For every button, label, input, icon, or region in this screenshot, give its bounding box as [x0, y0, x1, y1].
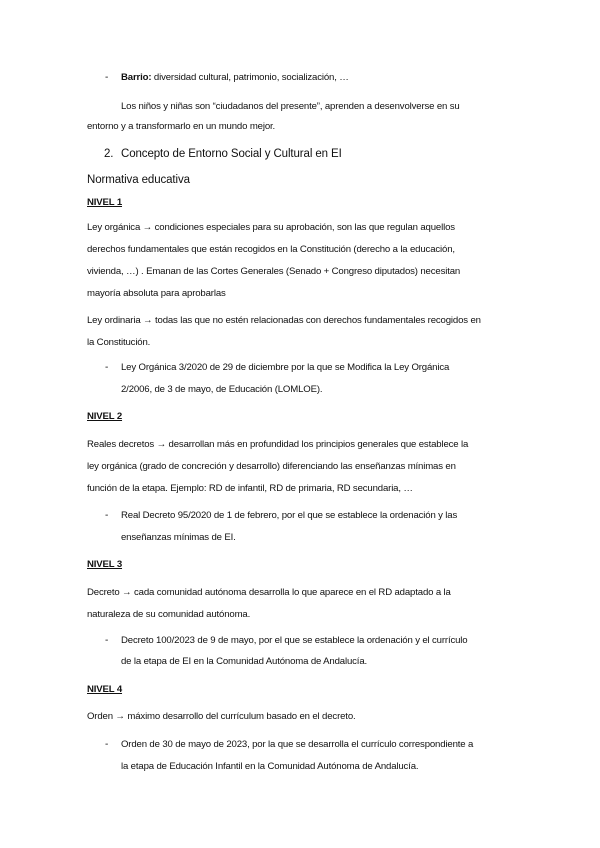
nivel3-bullet-line-1: Decreto 100/2023 de 9 de mayo, por el que se establece la ordenación y el currículo — [121, 635, 468, 646]
intro-line-2: entorno y a transformarlo en un mundo mejor. — [87, 121, 276, 132]
bullet-dash: - — [105, 510, 109, 521]
nivel3-text-line-2: naturaleza de su comunidad autónoma. — [87, 609, 251, 620]
nivel1-bullet-line-2: 2/2006, de 3 de mayo, de Educación (LOMLOE). — [121, 384, 323, 395]
bullet-dash: - — [105, 635, 109, 646]
nivel2-heading: NIVEL 2 — [87, 411, 123, 422]
bullet-dash: - — [105, 362, 109, 373]
nivel2-text-line-3: función de la etapa. Ejemplo: RD de infantil, RD de primaria, RD secundaria, … — [87, 483, 413, 494]
nivel1-heading: NIVEL 1 — [87, 197, 123, 208]
nivel4-bullet-line-1: Orden de 30 de mayo de 2023, por la que se desarrolla el currículo correspondiente a — [121, 739, 474, 750]
nivel1-bullet-line-1: Ley Orgánica 3/2020 de 29 de diciembre por la que se Modifica la Ley Orgánica — [121, 362, 450, 373]
bullet-barrio-label: Barrio: — [121, 72, 152, 83]
nivel2-bullet-line-2: enseñanzas mínimas de EI. — [121, 532, 236, 543]
nivel1-organica-line-2: derechos fundamentales que están recogidos en la Constitución (derecho a la educación, — [87, 244, 455, 255]
nivel2-text-line-2: ley orgánica (grado de concreción y desarrollo) diferenciando las enseñanzas mínimas en — [87, 461, 456, 472]
nivel1-organica-line-3: vivienda, …) . Emanan de las Cortes Generales (Senado + Congreso diputados) necesitan — [87, 266, 461, 277]
nivel1-ordinaria-line-2: la Constitución. — [87, 337, 151, 348]
nivel3-heading: NIVEL 3 — [87, 559, 123, 570]
nivel2-text-line-1: Reales decretos → desarrollan más en profundidad los principios generales que establece la — [87, 439, 469, 450]
bullet-dash: - — [105, 72, 109, 83]
nivel2-bullet-line-1: Real Decreto 95/2020 de 1 de febrero, por el que se establece la ordenación y las — [121, 510, 458, 521]
nivel4-heading: NIVEL 4 — [87, 684, 123, 695]
bullet-dash: - — [105, 739, 109, 750]
nivel3-bullet-line-2: de la etapa de EI en la Comunidad Autónoma de Andalucía. — [121, 656, 368, 667]
nivel1-organica-line-1: Ley orgánica → condiciones especiales para su aprobación, son las que regulan aquellos — [87, 222, 455, 233]
nivel1-organica-line-4: mayoría absoluta para aprobarlas — [87, 288, 226, 299]
intro-line-1: Los niños y niñas son “ciudadanos del presente”, aprenden a desenvolverse en su — [121, 101, 460, 112]
nivel4-text-line-1: Orden → máximo desarrollo del currículum basado en el decreto. — [87, 711, 356, 722]
nivel4-bullet-line-2: la etapa de Educación Infantil en la Comunidad Autónoma de Andalucía. — [121, 761, 419, 772]
nivel3-text-line-1: Decreto → cada comunidad autónoma desarrolla lo que aparece en el RD adaptado a la — [87, 587, 451, 598]
section-subtitle: Normativa educativa — [87, 174, 190, 186]
section-title: Concepto de Entorno Social y Cultural en EI — [121, 148, 342, 160]
section-number: 2. — [104, 148, 114, 160]
bullet-barrio — [121, 72, 349, 83]
nivel1-ordinaria-line-1: Ley ordinaria → todas las que no estén relacionadas con derechos fundamentales recogidos en — [87, 315, 481, 326]
bullet-barrio-text: diversidad cultural, patrimonio, socialización, … — [151, 72, 349, 83]
